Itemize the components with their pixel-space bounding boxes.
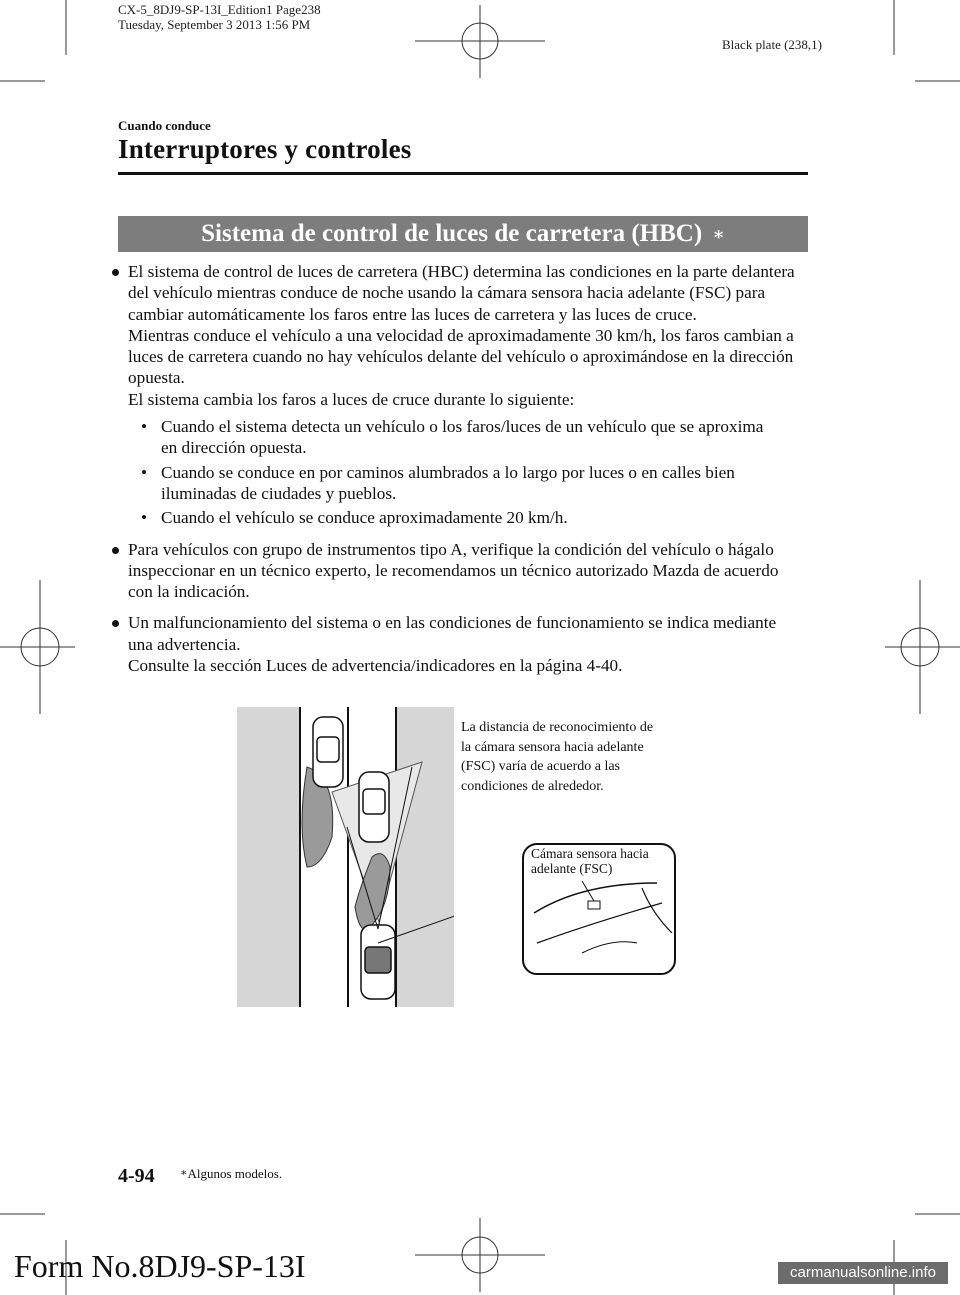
callout-label (531, 846, 649, 876)
caption-line: la cámara sensora hacia adelante (461, 739, 644, 755)
section-banner (118, 216, 808, 252)
form-number: Form No.8DJ9-SP-13I (14, 1248, 306, 1284)
bullet-paragraph: Un malfuncionamiento del sistema o en las condiciones de funcionamiento se indica mediante una advertencia. (128, 613, 777, 654)
page-number: 4-94 (118, 1165, 155, 1187)
fsc-camera-icon (588, 901, 600, 909)
bullet-paragraph: El sistema de control de luces de carretera (HBC) determina las condiciones en la parte delantera del vehículo mientras conduce de noche usando la cámara sensora hacia adelante (FSC) para cambiar automáticamente los faros entre las luces de carretera y las luces de cruce. (128, 262, 795, 324)
body-text (128, 261, 808, 676)
sub-item (141, 507, 781, 528)
chapter-title: Interruptores y controles (118, 134, 412, 164)
bullet-paragraph: Consulte la sección Luces de advertencia/indicadores en la página 4-40. (128, 656, 623, 676)
bullet-dot (112, 547, 119, 554)
own-vehicle-icon (361, 925, 395, 999)
sub-list (128, 416, 781, 528)
figure-caption (461, 718, 701, 796)
sub-item-text: Cuando se conduce en por caminos alumbrados a lo largo por luces o en calles bien iluminadas de ciudades y pueblos. (161, 462, 735, 503)
bullet-dot (112, 269, 119, 276)
sub-bullet: • (141, 508, 148, 528)
section-tag: Cuando conduce (118, 118, 211, 133)
leading-car-icon (359, 772, 389, 842)
sub-bullet: • (141, 462, 148, 482)
sub-bullet: • (141, 417, 148, 437)
banner-marker: ∗ (712, 224, 725, 244)
bullet-paragraph: El sistema cambia los faros a luces de cruce durante lo siguiente: (128, 389, 575, 409)
sub-item-text: Cuando el sistema detecta un vehículo o los faros/luces de un vehículo que se aproxima en dirección opuesta. (161, 417, 764, 458)
callout-line: Cámara sensora hacia (531, 846, 649, 861)
banner-title: Sistema de control de luces de carretera (HBC) (201, 220, 703, 247)
bullet-item (128, 539, 798, 603)
caption-line: condiciones de alrededor. (461, 778, 604, 794)
print-info-line-2: Tuesday, September 3 2013 1:56 PM (118, 17, 311, 32)
road-illustration (237, 707, 454, 1007)
print-info-line-1: CX-5_8DJ9-SP-13I_Edition1 Page238 (118, 2, 321, 17)
plate-label: Black plate (238,1) (722, 37, 822, 52)
caption-line: La distancia de reconocimiento de (461, 720, 654, 735)
bullet-paragraph: Para vehículos con grupo de instrumentos tipo A, verifique la condición del vehículo o hágalo inspeccionar en un técnico experto, le recomendamos un técnico autorizado Mazda de acuerdo con la indicación. (128, 539, 779, 602)
footnote (180, 1166, 282, 1182)
oncoming-car-icon (313, 717, 343, 787)
bullet-item (128, 261, 808, 529)
sub-item (141, 462, 781, 505)
sub-item-text: Cuando el vehículo se conduce aproximadamente 20 km/h. (161, 508, 568, 528)
caption-line: (FSC) varía de acuerdo a las (461, 759, 620, 774)
chapter-rule (118, 172, 808, 175)
bullet-paragraph: Mientras conduce el vehículo a una velocidad de aproximadamente 30 km/h, los faros cambian a luces de carretera cuando no hay vehículos delante del vehículo o aproximándose en la dirección opuesta. (128, 325, 794, 388)
callout-line: adelante (FSC) (531, 861, 613, 876)
footnote-text: Algunos modelos. (187, 1166, 283, 1181)
bullet-item (128, 612, 798, 676)
sub-item (141, 416, 781, 459)
footnote-marker: ∗ (180, 1167, 188, 1179)
watermark: carmanualsonline.info (778, 1262, 948, 1284)
